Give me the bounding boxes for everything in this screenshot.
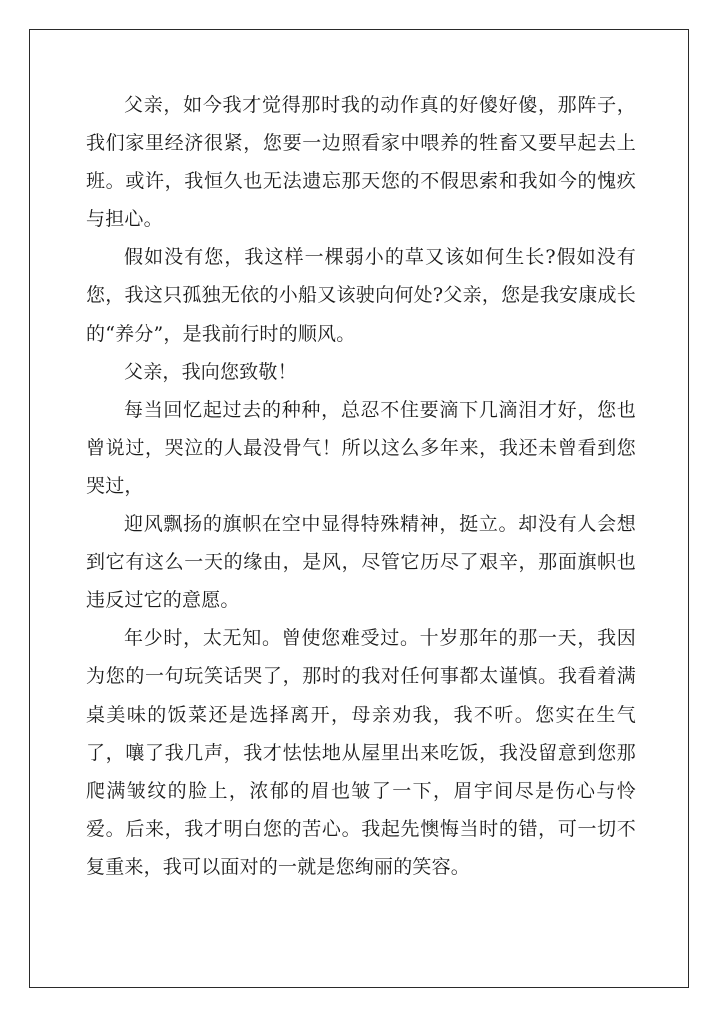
paragraph: 父亲，如今我才觉得那时我的动作真的好傻好傻，那阵子，我们家里经济很紧，您要一边照看家中喂养的牲畜又要早起去上班。或许，我恒久也无法遗忘那天您的不假思索和我如今的愧疚与担心。 — [86, 94, 636, 231]
paragraph: 每当回忆起过去的种种，总忍不住要滴下几滴泪才好，您也曾说过，哭泣的人最没骨气！所以这么多年来，我还未曾看到您哭过， — [86, 398, 636, 497]
paragraph: 假如没有您，我这样一棵弱小的草又该如何生长?假如没有您，我这只孤独无依的小船又该驶向何处?父亲，您是我安康成长的“养分”，是我前行时的顺风。 — [86, 246, 636, 345]
paragraph: 父亲，我向您致敬！ — [124, 360, 297, 383]
paragraph: 年少时，太无知。曾使您难受过。十岁那年的那一天，我因为您的一句玩笑话哭了，那时的我对任何事都太谨慎。我看着满桌美味的饭菜还是选择离开，母亲劝我，我不听。您实在生气了，嚷了我几声，我才怯怯地从屋里出来吃饭，我没留意到您那爬满皱纹的脸上，浓郁的眉也皱了一下，眉宇间尽是伤心与怜爱。后来，我才明白您的苦心。我起先懊悔当时的错，可一切不复重来，我可以面对的一就是您绚丽的笑容。 — [86, 627, 636, 878]
document-body — [86, 86, 636, 886]
paragraph: 迎风飘扬的旗帜在空中显得特殊精神，挺立。却没有人会想到它有这么一天的缘由，是风，尽管它历尽了艰辛，那面旗帜也违反过它的意愿。 — [86, 513, 636, 612]
